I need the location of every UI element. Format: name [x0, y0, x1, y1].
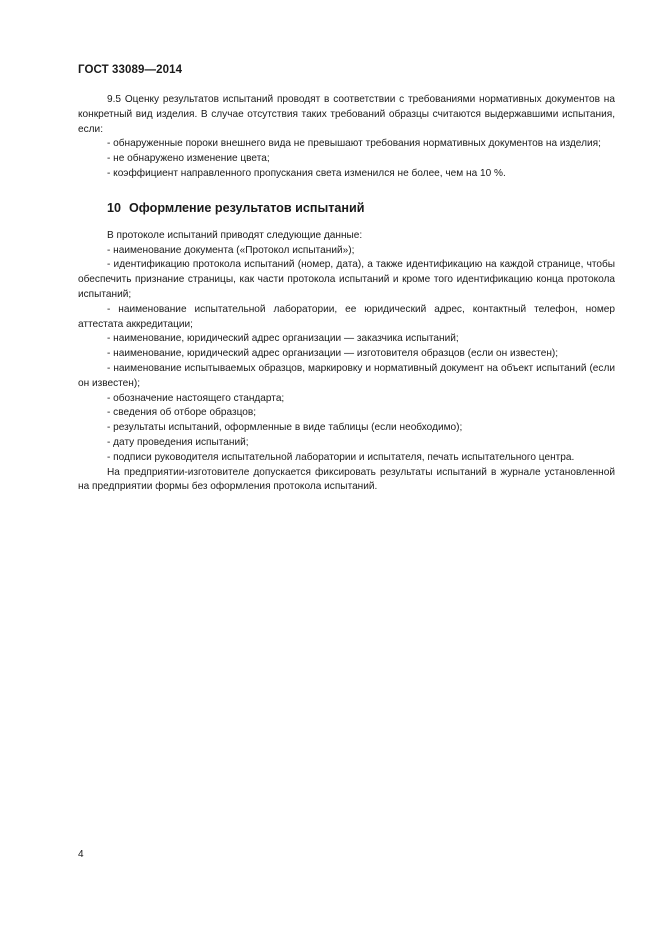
list-item: - подписи руководителя испытательной лаборатории и испытателя, печать испытательного центра.: [107, 451, 575, 463]
section-title: Оформление результатов испытаний: [129, 200, 365, 215]
list-item: - не обнаружено изменение цвета;: [107, 153, 270, 165]
closing-paragraph: На предприятии-изготовителе допускается фиксировать результаты испытаний в журнале установленной на предприятии формы без оформления протокола испытаний.: [78, 466, 615, 493]
list-item: - идентификацию протокола испытаний (номер, дата), а также идентификацию на каждой странице, чтобы обеспечить признание страницы, как части протокола испытаний и кроме того идентификацию конца протокола испытаний;: [78, 259, 615, 300]
list-item: - наименование, юридический адрес организации — изготовителя образцов (если он известен);: [107, 348, 559, 360]
list-item: - результаты испытаний, оформленные в виде таблицы (если необходимо);: [107, 422, 463, 434]
document-body: [78, 93, 615, 495]
list-item: - дату проведения испытаний;: [107, 436, 249, 448]
section-heading: [107, 200, 615, 216]
section-intro: В протоколе испытаний приводят следующие данные:: [107, 229, 363, 241]
list-item: - сведения об отборе образцов;: [107, 407, 257, 419]
document-code: ГОСТ 33089—2014: [78, 64, 183, 76]
list-item: - наименование документа («Протокол испытаний»);: [107, 244, 355, 256]
list-item: - обозначение настоящего стандарта;: [107, 392, 285, 404]
list-item: - наименование испытательной лаборатории, ее юридический адрес, контактный телефон, номер аттестата аккредитации;: [78, 303, 615, 330]
list-item: - коэффициент направленного пропускания света изменился не более, чем на 10 %.: [107, 167, 506, 179]
list-item: - обнаруженные пороки внешнего вида не превышают требования нормативных документов на изделия;: [107, 138, 601, 150]
clause-9-5-intro: 9.5 Оценку результатов испытаний проводят в соответствии с требованиями нормативных документов на конкретный вид изделия. В случае отсутствия таких требований образцы считаются выдержавшими испытания, если:: [78, 94, 615, 135]
section-number: 10: [107, 200, 122, 215]
list-item: - наименование, юридический адрес организации — заказчика испытаний;: [107, 333, 459, 345]
list-item: - наименование испытываемых образцов, маркировку и нормативный документ на объект испытаний (если он известен);: [78, 362, 615, 389]
page-number: 4: [78, 849, 84, 860]
